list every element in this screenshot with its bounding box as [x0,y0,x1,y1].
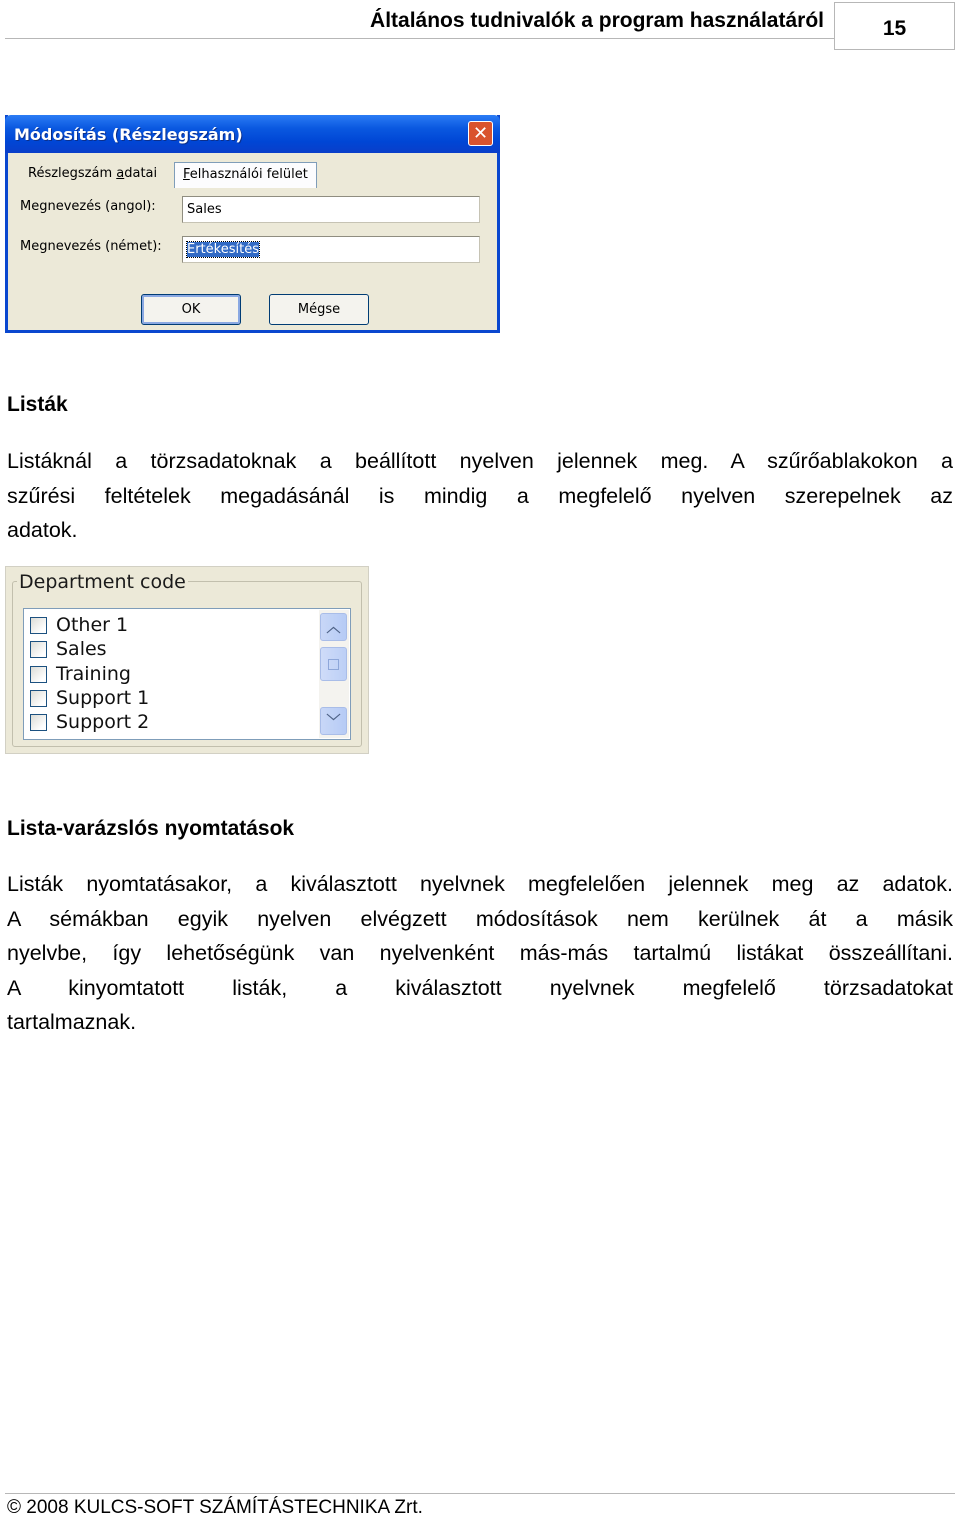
paragraph-line: nyelvbe, így lehetőségünk van nyelvenként más-más tartalmú listákat összeállítani. [7,941,953,965]
paragraph-line: Listák nyomtatásakor, a kiválasztott nyelvnek megfelelően jelennek meg az adatok. [7,872,953,896]
german-name-label: Megnevezés (német): [20,239,162,254]
lists-paragraph [7,444,953,548]
paragraph-line: szűrési feltételek megadásánál is mindig a megfelelő nyelven szerepelnek az [7,483,953,508]
checkbox[interactable] [30,690,47,707]
list-item[interactable] [30,637,107,661]
list-item-label: Support 2 [56,711,150,733]
section-heading-lists: Listák [7,393,68,416]
department-code-filter [5,566,369,754]
paragraph-line: A kinyomtatott listák, a kiválasztott nyelvnek megfelelő törzsadatokat [7,975,953,1000]
checkbox[interactable] [30,617,47,634]
tab-user-interface[interactable] [174,162,317,188]
dialog-body [8,153,497,330]
section-heading-wizard-prints: Lista-varázslós nyomtatások [7,817,295,840]
tab-label-mnemonic: a [116,166,125,181]
list-item[interactable] [30,662,131,686]
cancel-button[interactable]: Mégse [269,294,369,325]
thumb-grip-icon [328,659,339,670]
tab-label-prefix: Részlegszám [28,166,117,181]
english-name-value: Sales [187,202,222,217]
page-number: 15 [834,2,955,50]
english-name-label: Megnevezés (angol): [20,199,156,214]
german-name-value: Értékesítés [187,242,259,257]
dialog-titlebar [5,115,500,153]
checkbox[interactable] [30,641,47,658]
wizard-paragraph [7,867,953,1040]
scroll-down-icon[interactable]: ﹀ [320,707,347,735]
paragraph-line: adatok. [7,518,78,542]
list-item-label: Support 1 [56,687,150,709]
german-name-input[interactable] [182,236,480,263]
dialog-title: Módosítás (Részlegszám) [14,125,243,144]
tab-label-suffix: elhasználói felület [189,167,308,182]
tab-label-mnemonic: F [183,167,190,182]
paragraph-line: Listáknál a törzsadatoknak a beállított nyelven jelennek meg. A szűrőablakokon a [7,449,953,473]
vertical-scrollbar[interactable] [319,610,349,738]
page-header-title: Általános tudnivalók a program használatáról [370,9,824,32]
list-item[interactable] [30,613,128,637]
ok-button[interactable]: OK [141,294,241,325]
department-checklist[interactable] [23,608,351,740]
close-icon[interactable]: ✕ [468,121,493,146]
paragraph-line: tartalmaznak. [7,1010,137,1034]
list-item[interactable] [30,686,149,710]
checkbox[interactable] [30,714,47,731]
list-item[interactable] [30,710,149,734]
scroll-up-icon[interactable]: ︿ [320,613,347,641]
tab-label-suffix: datai [124,166,158,181]
list-item-label: Other 1 [56,614,129,636]
english-name-input[interactable] [182,196,480,223]
tab-department-data[interactable] [20,162,165,188]
header-rule [5,38,835,39]
list-item-label: Sales [56,638,107,660]
edit-department-dialog [5,115,500,333]
footer-rule [5,1493,955,1494]
footer-copyright: © 2008 KULCS-SOFT SZÁMÍTÁSTECHNIKA Zrt. [7,1497,423,1518]
scroll-thumb[interactable] [320,647,347,681]
paragraph-line: A sémákban egyik nyelven elvégzett módosítások nem kerülnek át a másik [7,906,953,931]
list-item-label: Training [56,663,131,685]
group-legend: Department code [19,571,186,593]
checkbox[interactable] [30,666,47,683]
